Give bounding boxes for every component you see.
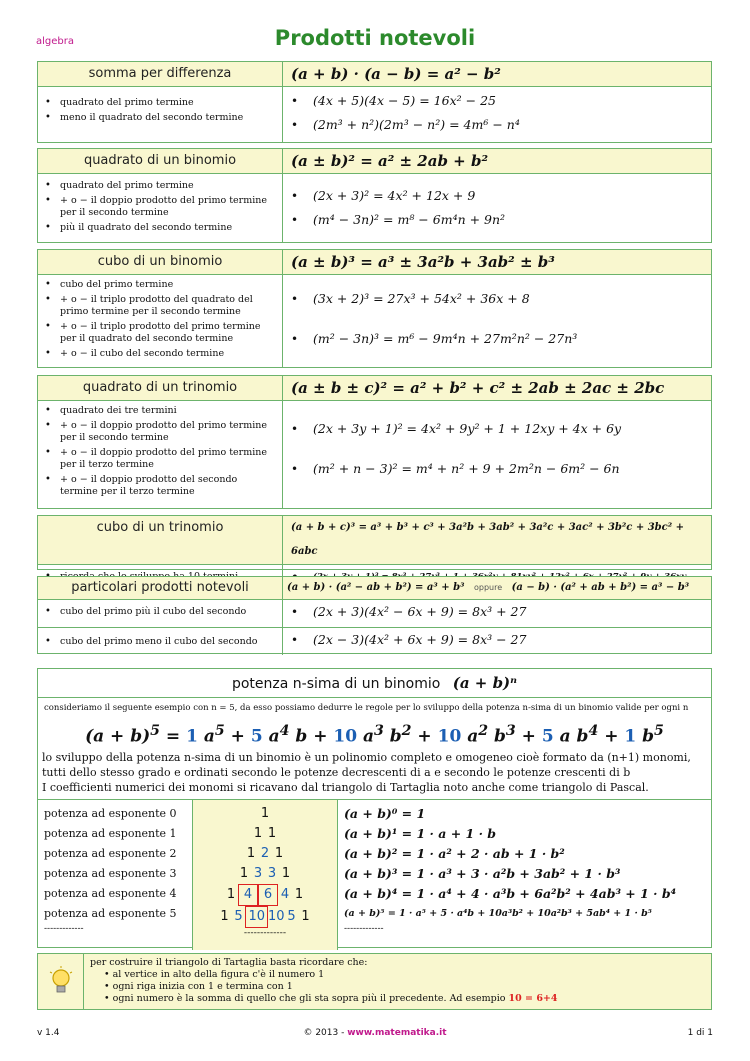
coefficient-highlight: 10	[245, 906, 268, 928]
rule-item: • + o − il doppio prodotto del secondo termine per il terzo termine	[60, 474, 278, 499]
page-title: Prodotti notevoli	[274, 26, 476, 50]
expansion-row: (a + b)⁵ = 1 · a⁵ + 5 · a⁴b + 10a³b² + 10a²b³ + 5ab⁴ + 1 · b⁵	[344, 908, 652, 919]
coefficient: 1	[239, 866, 249, 881]
oppure-label: oppure	[473, 583, 503, 592]
formula-diff-cubes: (a − b) · (a² + ab + b²) = a³ − b³	[511, 582, 690, 593]
dash-line: -------------	[344, 924, 384, 934]
rule-item: • cubo del primo più il cubo del secondo	[60, 606, 278, 619]
section-special-products	[37, 576, 712, 654]
lightbulb-icon	[38, 954, 84, 1009]
pascal-triangle	[193, 800, 338, 950]
section-trinomial-square	[37, 375, 712, 509]
rule-item: • quadrato del primo termine	[60, 180, 278, 193]
rule-item: • meno il quadrato del secondo termine	[60, 112, 278, 125]
tip-example: 10 = 6+4	[508, 993, 558, 1004]
row-label: potenza ad esponente 0	[44, 807, 177, 820]
expansion-row: (a + b)³ = 1 · a³ + 3 · a²b + 3ab² + 1 · b³	[344, 866, 621, 881]
tip-item: • al vertice in alto della figura c'è il numero 1	[104, 969, 325, 980]
section-trinomial-cube	[37, 515, 712, 570]
coefficient: 1	[267, 826, 277, 841]
rule-item: • + o − il triplo prodotto del primo termine per il quadrato del secondo termine	[60, 321, 278, 346]
coefficient: 1	[301, 909, 310, 924]
rule-item: • quadrato dei tre termini	[60, 405, 278, 418]
coefficient: 5	[234, 909, 243, 924]
copyright-text: © 2013 -	[303, 1028, 348, 1038]
section-label: potenza n-sima di un binomio	[231, 676, 441, 692]
example-item: • (4x + 5)(4x − 5) = 16x² − 25	[297, 89, 707, 113]
section-label: somma per differenza	[38, 62, 283, 86]
subject-label: algebra	[36, 36, 74, 47]
section-formula: (a + b)ⁿ	[452, 674, 518, 692]
row-label: potenza ad esponente 5	[44, 907, 177, 920]
section-formula: (a + b + c)³ = a³ + b³ + c³ + 3a²b + 3ab² + 3a²c + 3ac² + 3b²c + 3bc² + 6abc	[291, 522, 684, 557]
rule-item: • più il quadrato del secondo termine	[60, 222, 278, 235]
section-binomial-power	[37, 668, 712, 948]
rule-item: • + o − il doppio prodotto del primo termine per il secondo termine	[60, 420, 278, 445]
section-label: quadrato di un trinomio	[38, 376, 283, 400]
example-item: • (m⁴ − 3n)² = m⁸ − 6m⁴n + 9n²	[297, 208, 707, 232]
rule-item: • + o − il doppio prodotto del primo termine per il secondo termine	[60, 195, 278, 220]
expansion-row: (a + b)⁴ = 1 · a⁴ + 4 · a³b + 6a²b² + 4ab³ + 1 · b⁴	[344, 886, 677, 901]
section-formula: (a ± b)³ = a³ ± 3a²b + 3ab² ± b³	[291, 253, 555, 271]
coefficient: 4	[280, 887, 290, 902]
example-item: • (2x − 3)(4x² + 6x + 9) = 8x³ − 27	[297, 628, 707, 652]
section-binomial-cube	[37, 249, 712, 368]
coefficient-highlight: 6	[258, 884, 278, 906]
expansion-row: (a + b)¹ = 1 · a + 1 · b	[344, 826, 497, 841]
coefficient: 1	[281, 866, 291, 881]
page-number: 1 di 1	[687, 1028, 713, 1038]
intro-text: consideriamo il seguente esempio con n = 5, da esso possiamo dedurre le regole per lo sviluppo della potenza n-sima di un binomio valide per ogni n	[44, 703, 689, 713]
tip-item: • ogni riga inizia con 1 e termina con 1	[104, 981, 293, 992]
coefficient: 5	[287, 909, 296, 924]
coefficient: 1	[253, 826, 263, 841]
row-label: potenza ad esponente 2	[44, 847, 177, 860]
example-item: • (m² + n − 3)² = m⁴ + n² + 9 + 2m²n − 6m² − 6n	[297, 457, 707, 481]
section-label: cubo di un trinomio	[38, 516, 283, 564]
triangle-row	[193, 824, 337, 844]
formula-sum-cubes: (a + b) · (a² − ab + b²) = a³ + b³	[287, 582, 465, 593]
expansion-example: $(a + b)^5 = 1$ $a^5 + 5$ $a^4$ b + 10 $a^3$ $b^2 + 10$ $a^2$ $b^3 + 5$ a $b^4 + 1$ $b^5$	[85, 723, 664, 747]
row-label: potenza ad esponente 4	[44, 887, 177, 900]
section-formula: (a ± b ± c)² = a² + b² + c² ± 2ab ± 2ac ± 2bc	[291, 379, 665, 397]
coefficient: 2	[260, 846, 270, 861]
coefficient-highlight: 4	[238, 884, 258, 906]
footer-copyright	[0, 1028, 750, 1038]
triangle-row	[193, 804, 337, 824]
tip-intro: per costruire il triangolo di Tartaglia basta ricordare che:	[90, 957, 368, 968]
section-label: quadrato di un binomio	[38, 149, 283, 173]
tip-item: • ogni numero è la somma di quello che gli sta sopra più il precedente. Ad esempio 10 = 6+4	[104, 993, 558, 1004]
example-item: • (m² − 3n)³ = m⁶ − 9m⁴n + 27m²n² − 27n³	[297, 327, 707, 351]
example-item: • (2x + 3)² = 4x² + 12x + 9	[297, 184, 707, 208]
rule-item: • quadrato del primo termine	[60, 97, 278, 110]
example-item: • (2x + 3)(4x² − 6x + 9) = 8x³ + 27	[297, 600, 707, 624]
coefficient: 3	[267, 866, 277, 881]
section-formula: (a ± b)² = a² ± 2ab + b²	[291, 152, 489, 170]
coefficient: 1	[294, 887, 304, 902]
expansions	[338, 800, 711, 950]
description-text-2: I coefficienti numerici dei monomi si ricavano dal triangolo di Tartaglia noto anche come triangolo di Pascal.	[42, 780, 649, 794]
dash-line: -------------	[243, 928, 287, 938]
tip-box	[37, 953, 712, 1010]
rule-item: • + o − il cubo del secondo termine	[60, 348, 278, 361]
triangle-row	[193, 864, 337, 884]
coefficient: 3	[253, 866, 263, 881]
row-label: potenza ad esponente 3	[44, 867, 177, 880]
example-item: • (3x + 2)³ = 27x³ + 54x² + 36x + 8	[297, 287, 707, 311]
triangle-row	[193, 906, 337, 928]
rule-item: • + o − il triplo prodotto del quadrato del primo termine per il secondo termine	[60, 294, 278, 319]
triangle-row	[193, 884, 337, 906]
example-item: • (2m³ + n²)(2m³ − n²) = 4m⁶ − n⁴	[297, 113, 707, 137]
coefficient: 1	[246, 846, 256, 861]
coefficient: 1	[274, 846, 284, 861]
coefficient: 10	[268, 909, 285, 924]
expansion-row: (a + b)⁰ = 1	[344, 806, 426, 821]
triangle-row	[193, 844, 337, 864]
row-labels	[38, 800, 193, 950]
coefficient: 1	[260, 806, 270, 821]
site-link[interactable]: www.matematika.it	[347, 1028, 447, 1038]
dash-line: -------------	[44, 924, 84, 934]
example-item: • (2x + 3y + 1)² = 4x² + 9y² + 1 + 12xy + 4x + 6y	[297, 417, 707, 441]
section-binomial-square	[37, 148, 712, 243]
rule-item: • cubo del primo meno il cubo del secondo	[60, 636, 278, 649]
section-formula: (a + b) · (a − b) = a² − b²	[291, 65, 501, 83]
section-label: cubo di un binomio	[38, 250, 283, 274]
coefficient: 1	[226, 887, 236, 902]
section-sum-difference	[37, 61, 712, 143]
version-label: v 1.4	[37, 1028, 60, 1038]
description-text: lo sviluppo della potenza n-sima di un binomio è un polinomio completo e omogeneo cioè formato da (n+1) monomi, tutti dello stesso grado e ordinati secondo le potenze decrescenti di a e secondo le potenze crescenti di b	[42, 750, 691, 779]
expansion-row: (a + b)² = 1 · a² + 2 · ab + 1 · b²	[344, 846, 565, 861]
row-label: potenza ad esponente 1	[44, 827, 177, 840]
rule-item: • + o − il doppio prodotto del primo termine per il terzo termine	[60, 447, 278, 472]
rule-item: • cubo del primo termine	[60, 279, 278, 292]
tartaglia-table	[38, 799, 711, 950]
section-label: particolari prodotti notevoli	[38, 577, 283, 599]
coefficient: 1	[220, 909, 229, 924]
